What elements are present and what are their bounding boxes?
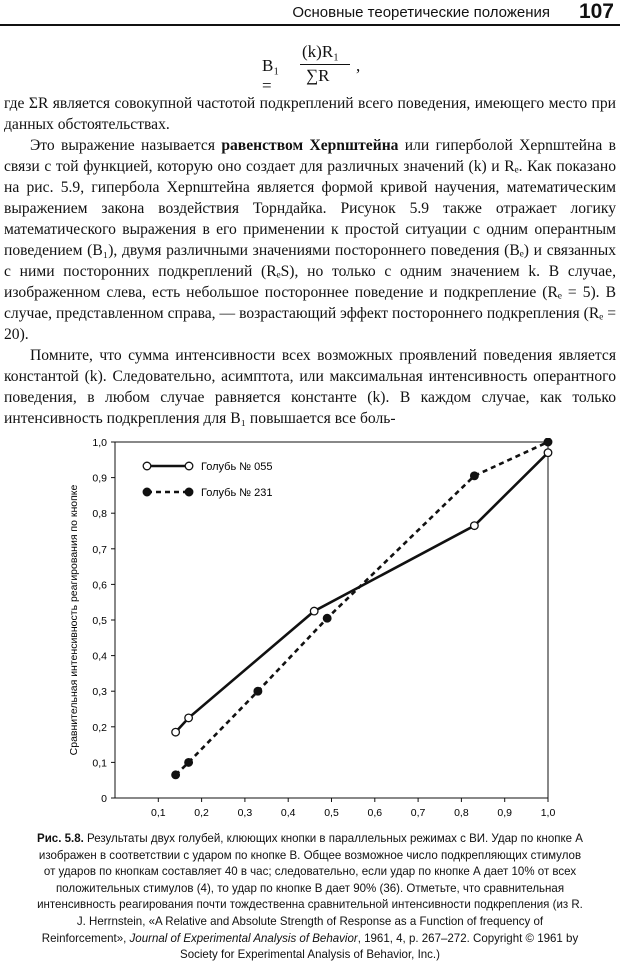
x-tick-label: 0,2 <box>194 807 209 819</box>
data-point-1 <box>254 687 262 695</box>
data-point-1 <box>544 438 552 446</box>
y-tick-label: 0,2 <box>92 721 107 734</box>
x-tick-label: 0,9 <box>497 807 513 819</box>
x-tick-label: 0,5 <box>324 807 339 819</box>
x-tick-label: 0,6 <box>367 807 383 819</box>
formula-comma: , <box>356 56 361 75</box>
page-number: 107 <box>578 0 614 23</box>
formula-lhs: B₁ = <box>262 56 280 95</box>
y-tick-label: 0,9 <box>92 472 107 485</box>
legend-marker-055 <box>185 462 193 470</box>
y-tick-label: 0 <box>101 793 107 805</box>
y-tick-label: 0,6 <box>92 579 107 592</box>
caption-label: Рис. 5.8. <box>37 831 84 845</box>
data-point-1 <box>185 759 193 767</box>
data-point-0 <box>185 714 193 722</box>
legend-label-231: Голубь № 231 <box>201 487 273 499</box>
header-rule <box>0 24 620 26</box>
x-tick-label: 1,0 <box>540 807 556 819</box>
plot-frame <box>115 442 548 798</box>
paragraph-3: Помните, что сумма интенсивности всех возможных проявлений поведения является константой (k). Следовательно, асимптота, или максимальная интенсивность оперантного поведения, в любом случае равняется константе (k). В каждом случае, как только интенсивность подкрепления для B₁ повышается все боль- <box>4 347 616 427</box>
data-point-0 <box>544 449 552 457</box>
fraction-bar <box>300 64 350 65</box>
data-point-0 <box>310 607 318 615</box>
y-tick-label: 0,5 <box>92 615 107 627</box>
x-tick-label: 0,4 <box>280 807 296 819</box>
caption-citation: , 1961, 4, p. 267–272. Copyright © 1961 by Society for Experimental Analysis of Behavior, Inc.) <box>180 930 579 962</box>
paragraph-2-start: Это выражение называется <box>30 137 222 154</box>
y-tick-label: 0,8 <box>92 508 107 521</box>
legend-marker-231 <box>143 488 151 496</box>
chart-svg <box>60 438 570 823</box>
y-axis-label: Сравнительная интенсивность реагирования по кнопке <box>68 484 80 756</box>
data-point-0 <box>172 728 180 736</box>
paragraph-2-rest: или гиперболой Херnштейна в связи с той функцией, которую оно создает для различных значений (k) и Rₑ. Как показано на рис. 5.9, гипербола Херnштейна является формой кривой научения, математическим выражением закона воздействия Торндайка. Рисунок 5.9 также отражает логику математического выражения в его применении к простой ситуации с одним оперантным поведением (B₁), двумя различными значениями постороннего поведения (Bₑ) и связанных с ними посторонних подкреплений (RₑS), но только с одним значением k. В случае, изображенном слева, есть небольшое постороннее поведение и подкрепление (Rₑ = 5). В случае, представленном справа, — возрастающий эффект постороннего подкрепления (Rₑ = 20). <box>4 137 616 343</box>
paragraph-2 <box>4 135 616 345</box>
caption-journal: Journal of Experimental Analysis of Behavior <box>129 930 358 945</box>
section-title: Основные теоретические положения <box>292 4 550 21</box>
data-point-1 <box>471 472 479 480</box>
formula-numerator: (k)R₁ <box>302 42 340 61</box>
x-tick-label: 0,7 <box>410 807 426 819</box>
data-point-1 <box>172 771 180 779</box>
x-tick-label: 0,1 <box>150 807 166 819</box>
y-tick-label: 0,4 <box>92 650 107 663</box>
legend-marker-231 <box>185 488 193 496</box>
caption-text: Результаты двух голубей, клюющих кнопки в параллельных режимах с ВИ. Удар по кнопке А изображен в соответствии с ударом по кнопке В. Общее возможное число подкрепляющих стимулов от ударов по кнопкам составляет 40 в час; следовательно, если удар по кнопке А дает 10% от всех положительных стимулов (4), то удар по кнопке В дает 90% (36). Отметьте, что сравнительная интенсивность реагирования почти тождественна сравнительной интенсивности подкрепления (из R. J. Herrnstein, «A Relative and Absolute Strength of Response as a Function of frequency of Reinforcement», <box>37 831 583 945</box>
y-tick-label: 0,3 <box>92 686 107 699</box>
y-tick-label: 1,0 <box>92 438 107 449</box>
formula-denominator: ∑R <box>306 66 330 85</box>
y-tick-label: 0,7 <box>92 543 107 556</box>
data-point-1 <box>323 614 331 622</box>
page-header <box>0 0 620 26</box>
body-text <box>4 93 616 429</box>
paragraph-2-term: равенством Херnштейна <box>221 137 399 154</box>
x-tick-label: 0,8 <box>454 807 469 819</box>
data-point-0 <box>471 522 479 530</box>
paragraph-1: где ΣR является совокупной частотой подкреплений всего поведения, имеющего место при данных обстоятельствах. <box>4 95 616 133</box>
figure-caption <box>34 830 587 963</box>
x-tick-label: 0,3 <box>237 807 253 819</box>
y-tick-label: 0,1 <box>92 757 107 770</box>
figure-5-8-chart <box>60 438 570 828</box>
legend-marker-055 <box>143 462 151 470</box>
legend-label-055: Голубь № 055 <box>201 461 273 473</box>
